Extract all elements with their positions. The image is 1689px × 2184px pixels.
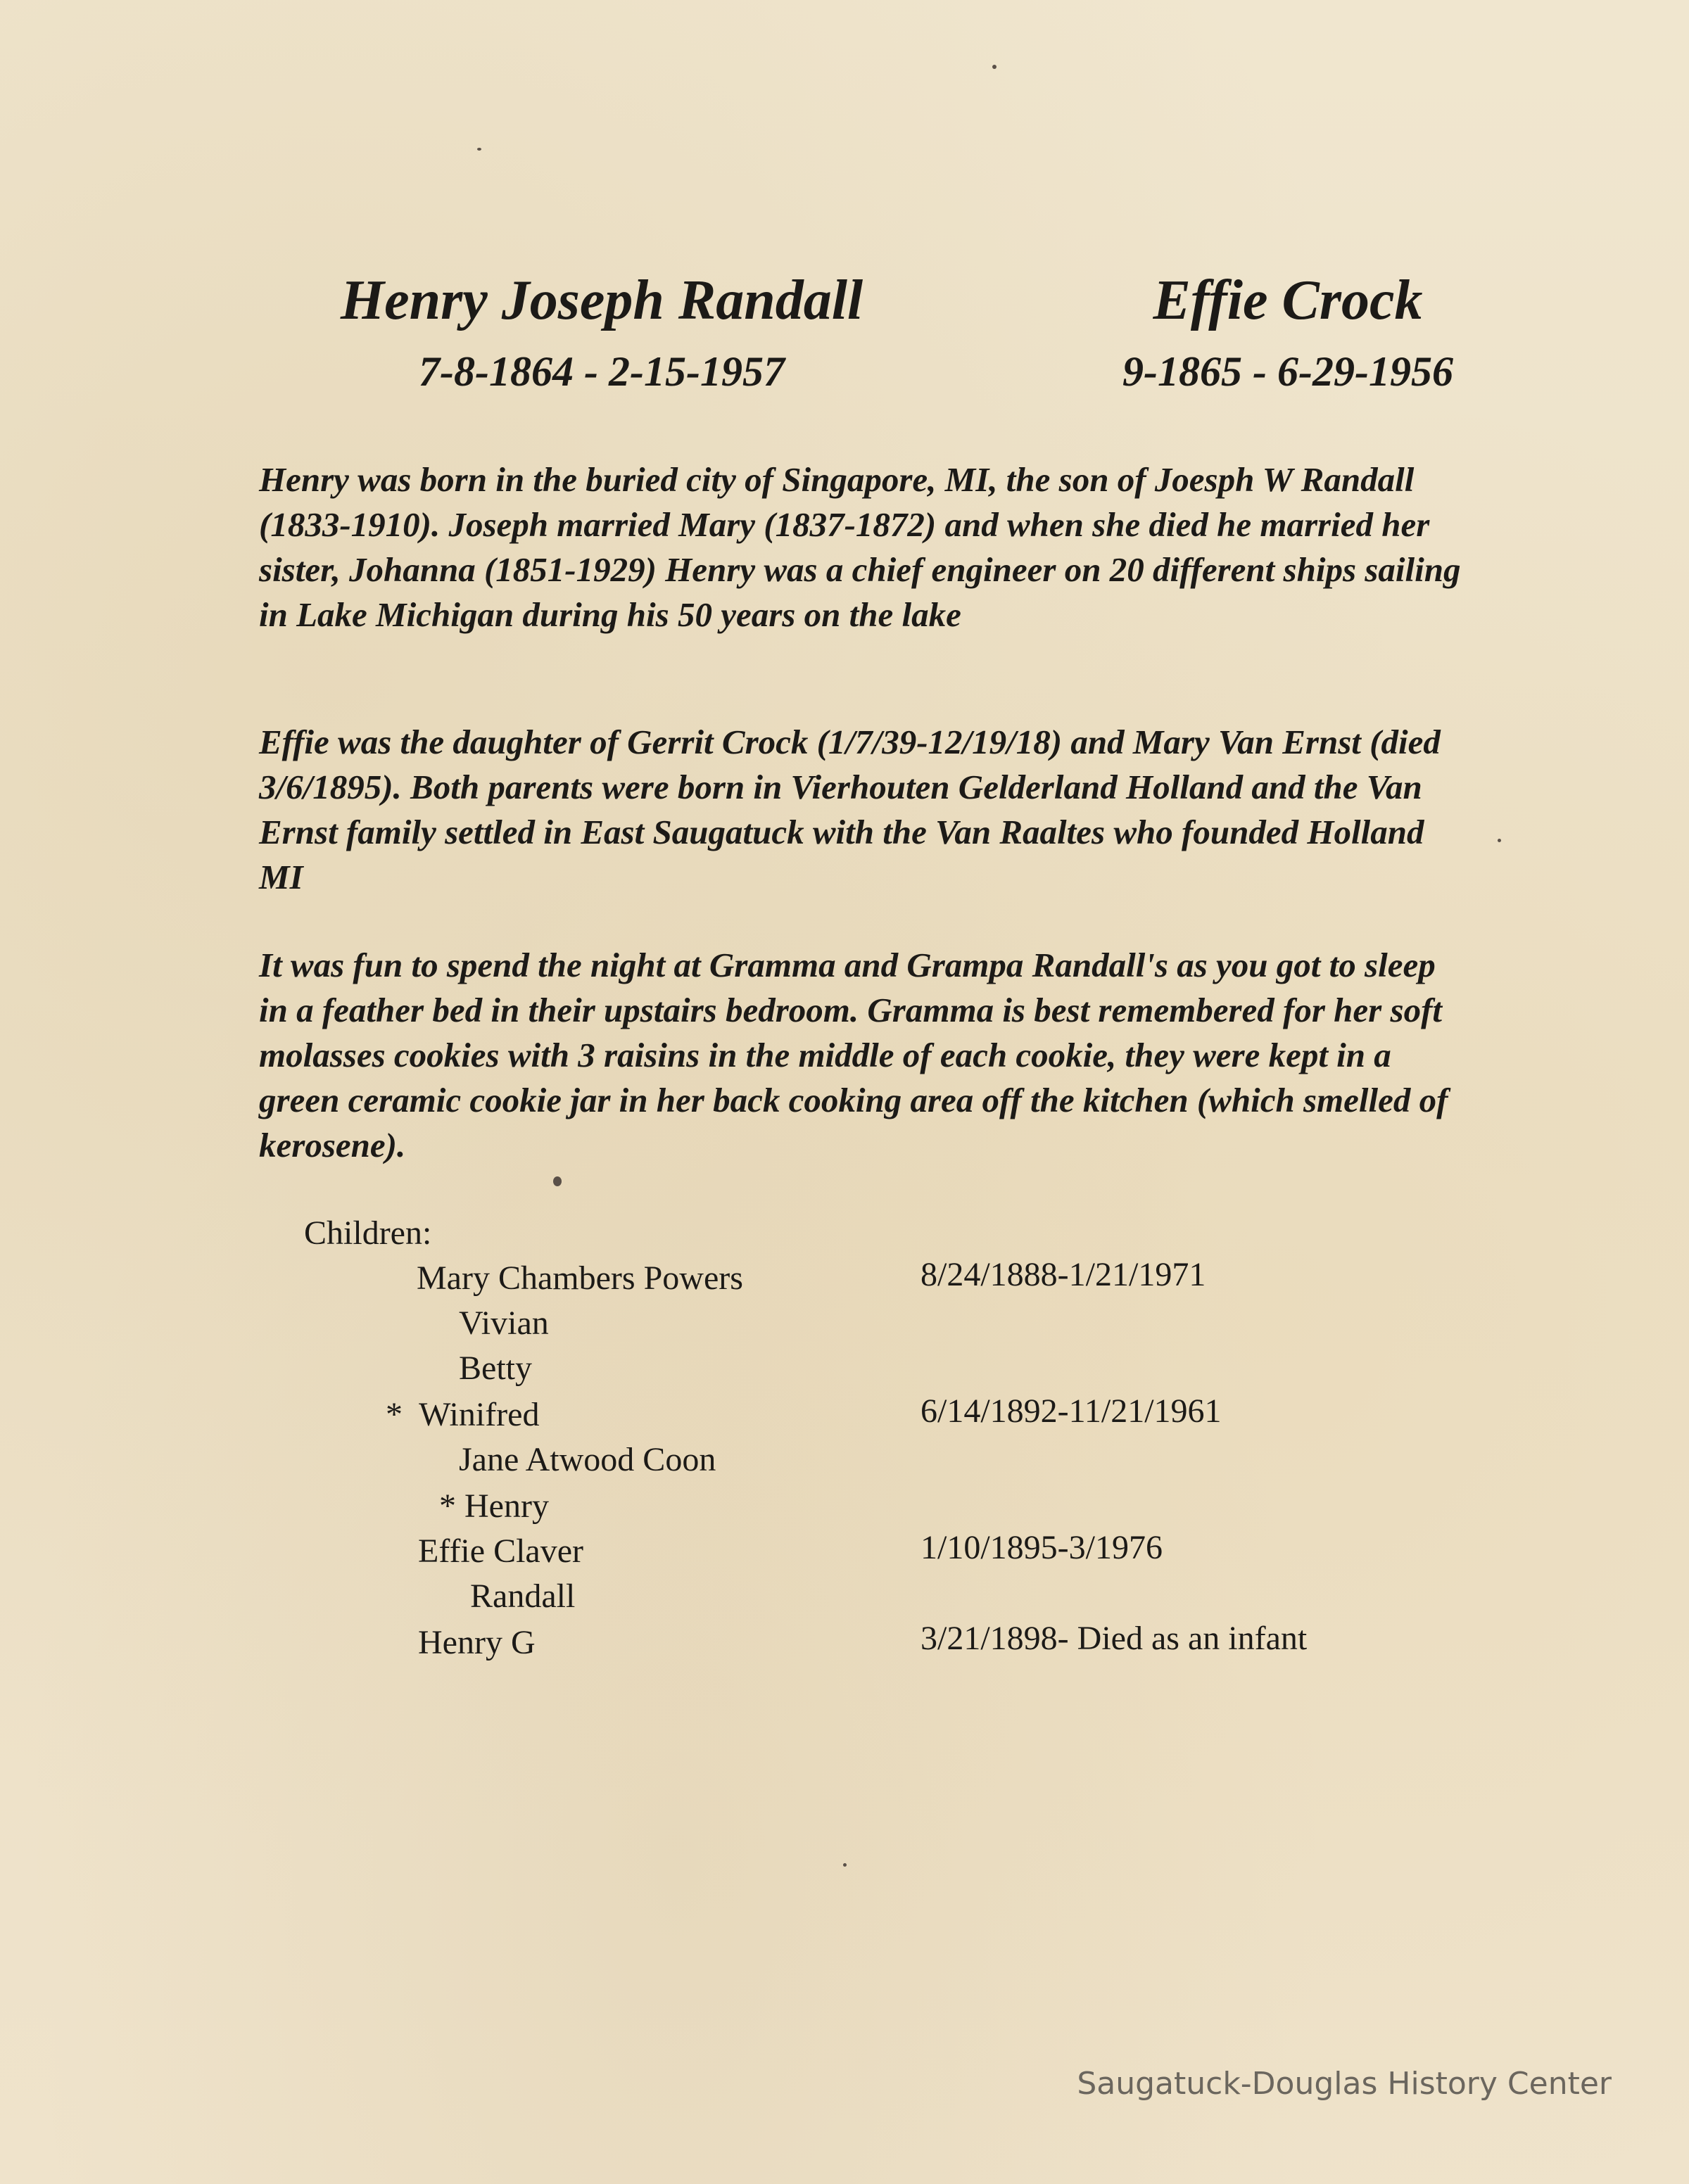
child-name: Effie Claver [418,1532,584,1570]
child-name: Jane Atwood Coon [459,1441,716,1478]
children-label: Children: [304,1214,432,1252]
child-name: * Henry [439,1487,549,1525]
child-name: Betty [459,1350,532,1387]
child-name: Mary Chambers Powers [417,1259,743,1297]
paper-speck [553,1176,562,1186]
paragraph-henry-bio: Henry was born in the buried city of Singapore, MI, the son of Joesph W Randall (1833-1910). Joseph married Mary (1837-1872) and when she died he married her sister, Johanna (1851-1929) Henry was a chief engineer on 20 different ships sailing in Lake Michigan during his 50 years on the lake [259,460,1461,634]
child-dates: 3/21/1898- Died as an infant [921,1620,1308,1657]
history-center-watermark: Saugatuck-Douglas History Center [1077,2066,1612,2102]
paragraph-memories: It was fun to spend the night at Gramma and Grampa Randall's as you got to sleep in a feather bed in their upstairs bedroom. Gramma is best remembered for her soft molasses cookies with 3 raisins in the middle of each cookie, they were kept in a green ceramic cookie jar in her back cooking area off the kitchen (which smelled of kerosene). [259,946,1448,1164]
child-name: Randall [470,1577,576,1615]
person-dates-effie: 9-1865 - 6-29-1956 [1122,348,1453,395]
child-dates: 1/10/1895-3/1976 [921,1529,1163,1566]
person-name-effie: Effie Crock [1153,269,1423,331]
paper-speck [992,65,997,69]
paper-speck [477,148,481,151]
person-dates-henry: 7-8-1864 - 2-15-1957 [419,348,785,395]
child-name: * Winifred [386,1396,540,1433]
child-dates: 8/24/1888-1/21/1971 [921,1256,1206,1293]
paper-speck [1498,839,1501,842]
child-name: Henry G [418,1624,536,1661]
child-name: Vivian [459,1304,549,1342]
person-name-henry: Henry Joseph Randall [340,269,864,331]
paragraph-effie-bio: Effie was the daughter of Gerrit Crock (1/7/39-12/19/18) and Mary Van Ernst (died 3/6/1895). Both parents were born in Vierhouten Gelderland Holland and the Van Ernst family settled in East Saugatuck with the Van Raaltes who founded Holland MI [259,723,1441,896]
paper-speck [843,1863,847,1867]
child-dates: 6/14/1892-11/21/1961 [921,1392,1222,1430]
